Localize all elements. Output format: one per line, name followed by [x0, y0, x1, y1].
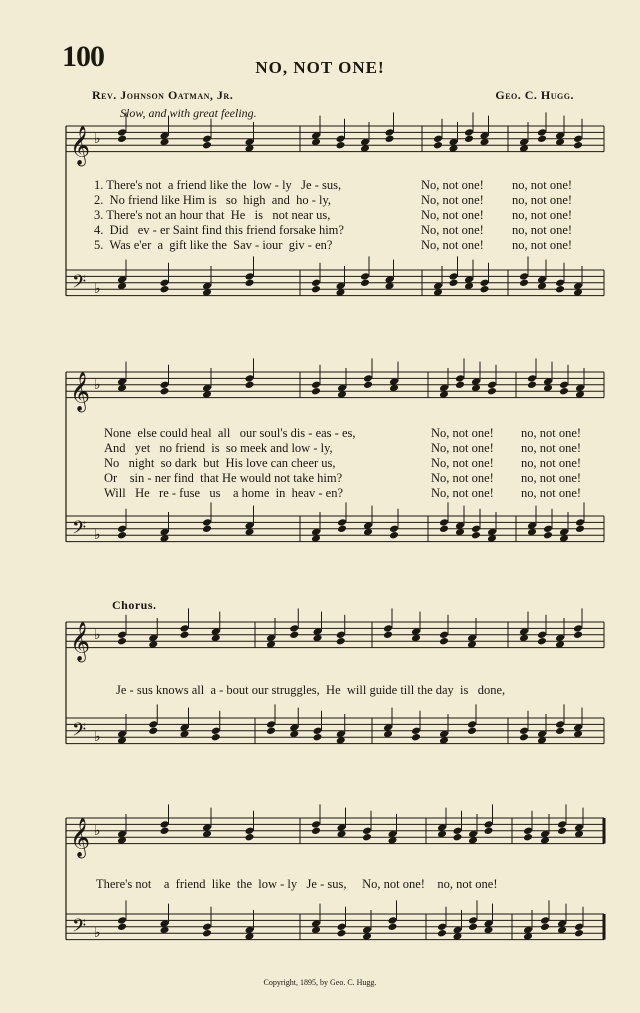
note-head — [449, 272, 459, 281]
note-head — [160, 279, 170, 288]
flat-sign: ♭ — [94, 281, 101, 298]
note-head — [537, 631, 547, 640]
note-head — [523, 827, 533, 836]
note-head — [148, 727, 158, 736]
note-head — [471, 531, 481, 540]
note-head — [468, 923, 478, 932]
note-head — [543, 531, 553, 540]
note-head — [211, 733, 221, 742]
note-head — [519, 727, 529, 736]
note-head — [117, 128, 127, 137]
note-head — [160, 387, 170, 396]
note-head — [540, 916, 550, 925]
note-head — [557, 820, 567, 829]
verse-3-line-b: No night so dark but His love can cheer us, — [104, 456, 336, 470]
flat-sign: ♭ — [94, 822, 101, 839]
note-head — [266, 720, 276, 729]
note-head — [575, 518, 585, 527]
bass-clef: 𝄢 — [72, 720, 87, 746]
note-head — [337, 923, 347, 932]
note-head — [559, 381, 569, 390]
note-head — [311, 827, 321, 836]
note-head — [202, 525, 212, 534]
note-head — [574, 923, 584, 932]
note-head — [160, 381, 170, 390]
refrain-2d: no, not one! — [521, 441, 582, 455]
note-head — [519, 279, 529, 288]
note-head — [336, 637, 346, 646]
note-head — [311, 279, 321, 288]
note-head — [468, 916, 478, 925]
note-head — [537, 637, 547, 646]
note-head — [480, 285, 490, 294]
treble-clef: 𝄞 — [70, 125, 91, 166]
note-head — [555, 285, 565, 294]
note-head — [519, 272, 529, 281]
note-head — [362, 827, 372, 836]
note-head — [337, 525, 347, 534]
note-head — [385, 135, 395, 144]
refrain-5a: No, not one! — [421, 238, 484, 252]
note-head — [555, 720, 565, 729]
note-head — [464, 135, 474, 144]
note-head — [433, 141, 443, 150]
flat-sign: ♭ — [94, 130, 101, 147]
refrain-1a: No, not one! — [421, 178, 484, 192]
verse-2-line-b: And yet no friend is so meek and low - ly, — [104, 441, 333, 455]
note-head — [437, 923, 447, 932]
note-head — [337, 518, 347, 527]
note-head — [211, 727, 221, 736]
bass-clef: 𝄢 — [72, 518, 87, 544]
composer-credit: Geo. C. Hugg. — [495, 88, 574, 102]
refrain-5c: No, not one! — [431, 486, 494, 500]
refrain-3c: No, not one! — [431, 456, 494, 470]
note-head — [202, 923, 212, 932]
verse-2-line-a: 2. No friend like Him is so high and ho - ly, — [94, 193, 332, 207]
note-head — [311, 285, 321, 294]
note-head — [471, 525, 481, 534]
note-head — [575, 525, 585, 534]
copyright-notice: Copyright, 1895, by Geo. C. Hugg. — [263, 978, 377, 987]
flat-sign: ♭ — [94, 626, 101, 643]
treble-clef: 𝄞 — [70, 621, 91, 662]
note-head — [245, 381, 255, 390]
note-head — [439, 631, 449, 640]
note-head — [313, 733, 323, 742]
verse-4-line-b: Or sin - ner find that He would not take him? — [104, 471, 343, 485]
note-head — [573, 624, 583, 633]
refrain-3a: No, not one! — [421, 208, 484, 222]
note-head — [385, 128, 395, 137]
note-head — [311, 387, 321, 396]
note-head — [389, 525, 399, 534]
note-head — [180, 631, 190, 640]
note-head — [266, 727, 276, 736]
treble-clef: 𝄞 — [70, 817, 91, 858]
note-head — [117, 637, 127, 646]
note-head — [487, 381, 497, 390]
note-head — [360, 279, 370, 288]
note-head — [363, 381, 373, 390]
bass-clef: 𝄢 — [72, 916, 87, 942]
note-head — [202, 929, 212, 938]
note-head — [289, 631, 299, 640]
tempo-marking: Slow, and with great feeling. — [120, 106, 257, 120]
refrain-2b: no, not one! — [512, 193, 573, 207]
note-head — [573, 135, 583, 144]
note-head — [519, 733, 529, 742]
note-head — [537, 128, 547, 137]
note-head — [388, 923, 398, 932]
flat-sign: ♭ — [94, 527, 101, 544]
note-head — [117, 923, 127, 932]
treble-clef: 𝄞 — [70, 371, 91, 412]
note-head — [336, 631, 346, 640]
note-head — [388, 916, 398, 925]
note-head — [245, 272, 255, 281]
refrain-2a: No, not one! — [421, 193, 484, 207]
note-head — [574, 929, 584, 938]
refrain-1c: No, not one! — [431, 426, 494, 440]
note-head — [555, 727, 565, 736]
verse-5-line-b: Will He re - fuse us a home in heav - en? — [104, 486, 344, 500]
note-head — [202, 135, 212, 144]
note-head — [437, 929, 447, 938]
note-head — [527, 381, 537, 390]
note-head — [245, 374, 255, 383]
note-head — [289, 624, 299, 633]
refrain-1d: no, not one! — [521, 426, 582, 440]
note-head — [363, 374, 373, 383]
refrain-5b: no, not one! — [512, 238, 573, 252]
note-head — [480, 279, 490, 288]
note-head — [389, 531, 399, 540]
author-credit: Rev. Johnson Oatman, Jr. — [92, 88, 234, 102]
note-head — [523, 833, 533, 842]
note-head — [411, 727, 421, 736]
note-head — [540, 923, 550, 932]
verse-1-line-b: None else could heal all our soul's dis - eas - es, — [104, 426, 356, 440]
refrain-3b: no, not one! — [512, 208, 573, 222]
refrain-4d: no, not one! — [521, 471, 582, 485]
note-head — [383, 631, 393, 640]
note-head — [362, 833, 372, 842]
note-head — [537, 135, 547, 144]
refrain-4c: No, not one! — [431, 471, 494, 485]
note-head — [411, 733, 421, 742]
note-head — [433, 135, 443, 144]
bass-clef: 𝄢 — [72, 272, 87, 298]
note-head — [336, 141, 346, 150]
note-head — [245, 833, 255, 842]
note-head — [311, 381, 321, 390]
note-head — [455, 374, 465, 383]
note-head — [117, 525, 127, 534]
note-head — [484, 827, 494, 836]
note-head — [484, 820, 494, 829]
page-number: 100 — [62, 40, 104, 73]
note-head — [453, 833, 463, 842]
note-head — [148, 720, 158, 729]
note-head — [555, 279, 565, 288]
note-head — [557, 827, 567, 836]
note-head — [573, 141, 583, 150]
note-head — [439, 637, 449, 646]
note-head — [336, 135, 346, 144]
song-title: NO, NOT ONE! — [255, 58, 385, 77]
note-head — [487, 387, 497, 396]
note-head — [573, 631, 583, 640]
note-head — [202, 518, 212, 527]
note-head — [455, 381, 465, 390]
note-head — [467, 727, 477, 736]
note-head — [467, 720, 477, 729]
note-head — [311, 820, 321, 829]
chorus-label: Chorus. — [112, 598, 157, 612]
note-head — [543, 525, 553, 534]
note-head — [439, 518, 449, 527]
note-head — [202, 141, 212, 150]
note-head — [453, 827, 463, 836]
flat-sign: ♭ — [94, 376, 101, 393]
chorus-line-2: There's not a friend like the low - ly Je - sus, No, not one! no, not one! — [96, 877, 498, 891]
verse-1-line-a: 1. There's not a friend like the low - ly Je - sus, — [94, 178, 342, 192]
note-head — [245, 827, 255, 836]
refrain-1b: no, not one! — [512, 178, 573, 192]
note-head — [117, 631, 127, 640]
note-head — [160, 820, 170, 829]
refrain-5d: no, not one! — [521, 486, 582, 500]
note-head — [360, 272, 370, 281]
verse-5-line-a: 5. Was e'er a gift like the Sav - iour giv - en? — [94, 238, 333, 252]
note-head — [117, 135, 127, 144]
note-head — [117, 916, 127, 925]
refrain-3d: no, not one! — [521, 456, 582, 470]
flat-sign: ♭ — [94, 925, 101, 942]
note-head — [313, 727, 323, 736]
note-head — [160, 827, 170, 836]
note-head — [337, 929, 347, 938]
note-head — [180, 624, 190, 633]
verse-3-line-a: 3. There's not an hour that He is not near us, — [94, 208, 331, 222]
note-head — [449, 279, 459, 288]
flat-sign: ♭ — [94, 729, 101, 746]
note-head — [117, 531, 127, 540]
note-head — [439, 525, 449, 534]
refrain-2c: No, not one! — [431, 441, 494, 455]
note-head — [464, 128, 474, 137]
note-head — [245, 279, 255, 288]
chorus-line-1: Je - sus knows all a - bout our struggles, He will guide till the day is done, — [116, 683, 506, 697]
refrain-4a: No, not one! — [421, 223, 484, 237]
note-head — [527, 374, 537, 383]
verse-4-line-a: 4. Did ev - er Saint find this friend forsake him? — [94, 223, 344, 237]
note-head — [383, 624, 393, 633]
note-head — [559, 387, 569, 396]
note-head — [160, 285, 170, 294]
refrain-4b: no, not one! — [512, 223, 573, 237]
